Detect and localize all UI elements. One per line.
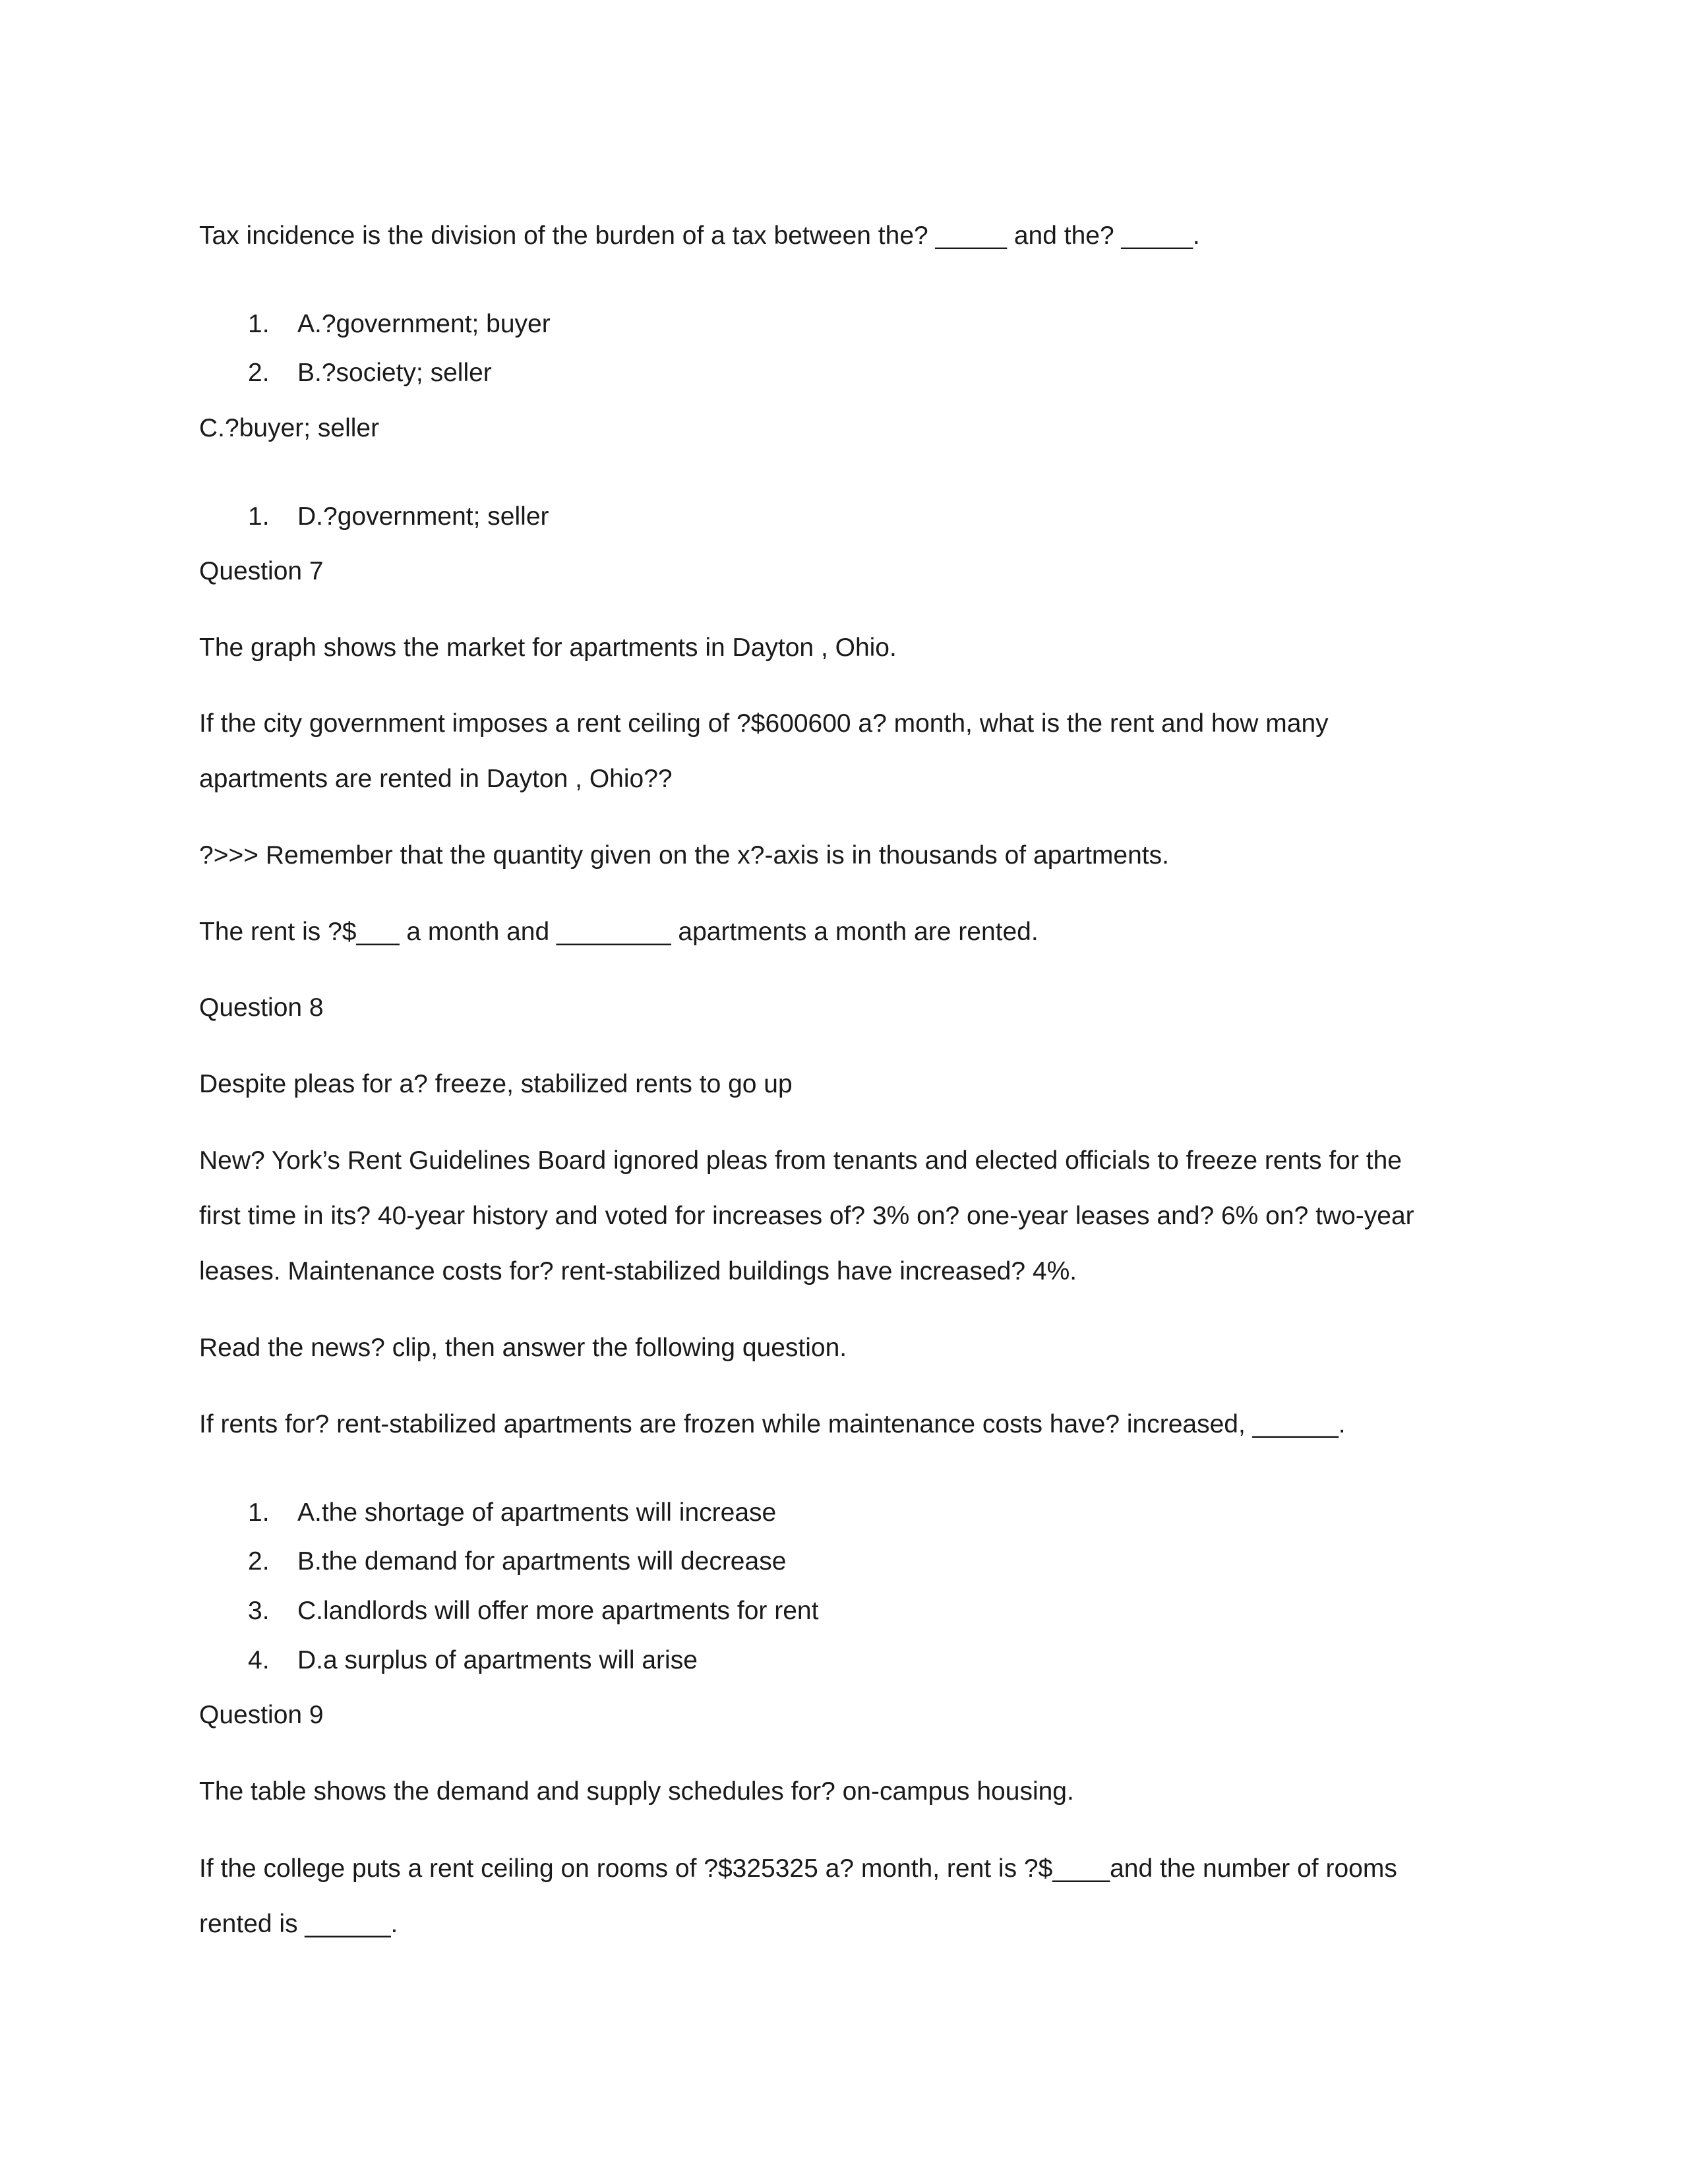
list-number: 4. <box>248 1646 270 1674</box>
q8-news-para-1: New? York’s Rent Guidelines Board ignored pleas from tenants and elected officials to freeze rents for the <box>199 1146 1402 1175</box>
q6-option-b[interactable] <box>248 357 492 389</box>
list-number: 1. <box>248 502 270 531</box>
option-text: A.the shortage of apartments will increase <box>297 1498 777 1527</box>
q9-heading: Question 9 <box>199 1701 324 1729</box>
option-text: A.?government; buyer <box>297 310 551 338</box>
q9-line-3: rented is ______. <box>199 1910 398 1938</box>
q6-option-a[interactable] <box>248 309 551 340</box>
q8-option-b[interactable] <box>248 1546 786 1578</box>
q6-option-c[interactable]: C.?buyer; seller <box>199 414 380 442</box>
option-text: B.?society; seller <box>297 359 492 387</box>
q9-line-1: The table shows the demand and supply schedules for? on-campus housing. <box>199 1777 1074 1806</box>
q6-stem: Tax incidence is the division of the burden of a tax between the? _____ and the? _____. <box>199 221 1200 250</box>
list-number: 3. <box>248 1597 270 1625</box>
q8-option-d[interactable] <box>248 1645 698 1676</box>
q8-option-a[interactable] <box>248 1497 776 1529</box>
q8-instruction: Read the news? clip, then answer the following question. <box>199 1334 847 1362</box>
q8-heading: Question 8 <box>199 993 324 1022</box>
option-text: D.a surplus of apartments will arise <box>297 1646 698 1674</box>
q8-news-headline: Despite pleas for a? freeze, stabilized rents to go up <box>199 1070 793 1098</box>
list-number: 2. <box>248 359 270 387</box>
list-number: 1. <box>248 310 270 338</box>
option-text: D.?government; seller <box>297 502 549 531</box>
q9-line-2: If the college puts a rent ceiling on rooms of ?$325325 a? month, rent is ?$____and the number of rooms <box>199 1854 1397 1883</box>
q7-heading: Question 7 <box>199 557 324 585</box>
list-number: 1. <box>248 1498 270 1527</box>
option-text: B.the demand for apartments will decrease <box>297 1547 787 1576</box>
q7-line-3: apartments are rented in Dayton , Ohio?? <box>199 765 673 793</box>
q8-news-para-2: first time in its? 40-year history and voted for increases of? 3% on? one-year leases and? 6% on? two-year <box>199 1202 1414 1230</box>
list-number: 2. <box>248 1547 270 1576</box>
q8-option-c[interactable] <box>248 1595 818 1627</box>
q7-line-2: If the city government imposes a rent ceiling of ?$600600 a? month, what is the rent and how many <box>199 709 1329 738</box>
q6-option-d[interactable] <box>248 501 549 533</box>
q8-stem: If rents for? rent-stabilized apartments are frozen while maintenance costs have? increased, ______. <box>199 1410 1346 1438</box>
option-text: C.landlords will offer more apartments for rent <box>297 1597 819 1625</box>
q7-line-4: ?>>> Remember that the quantity given on the x?-axis is in thousands of apartments. <box>199 841 1169 870</box>
q7-line-1: The graph shows the market for apartments in Dayton , Ohio. <box>199 634 897 662</box>
q8-news-para-3: leases. Maintenance costs for? rent-stabilized buildings have increased? 4%. <box>199 1257 1077 1285</box>
q7-answer-line: The rent is ?$___ a month and ________ apartments a month are rented. <box>199 918 1039 946</box>
